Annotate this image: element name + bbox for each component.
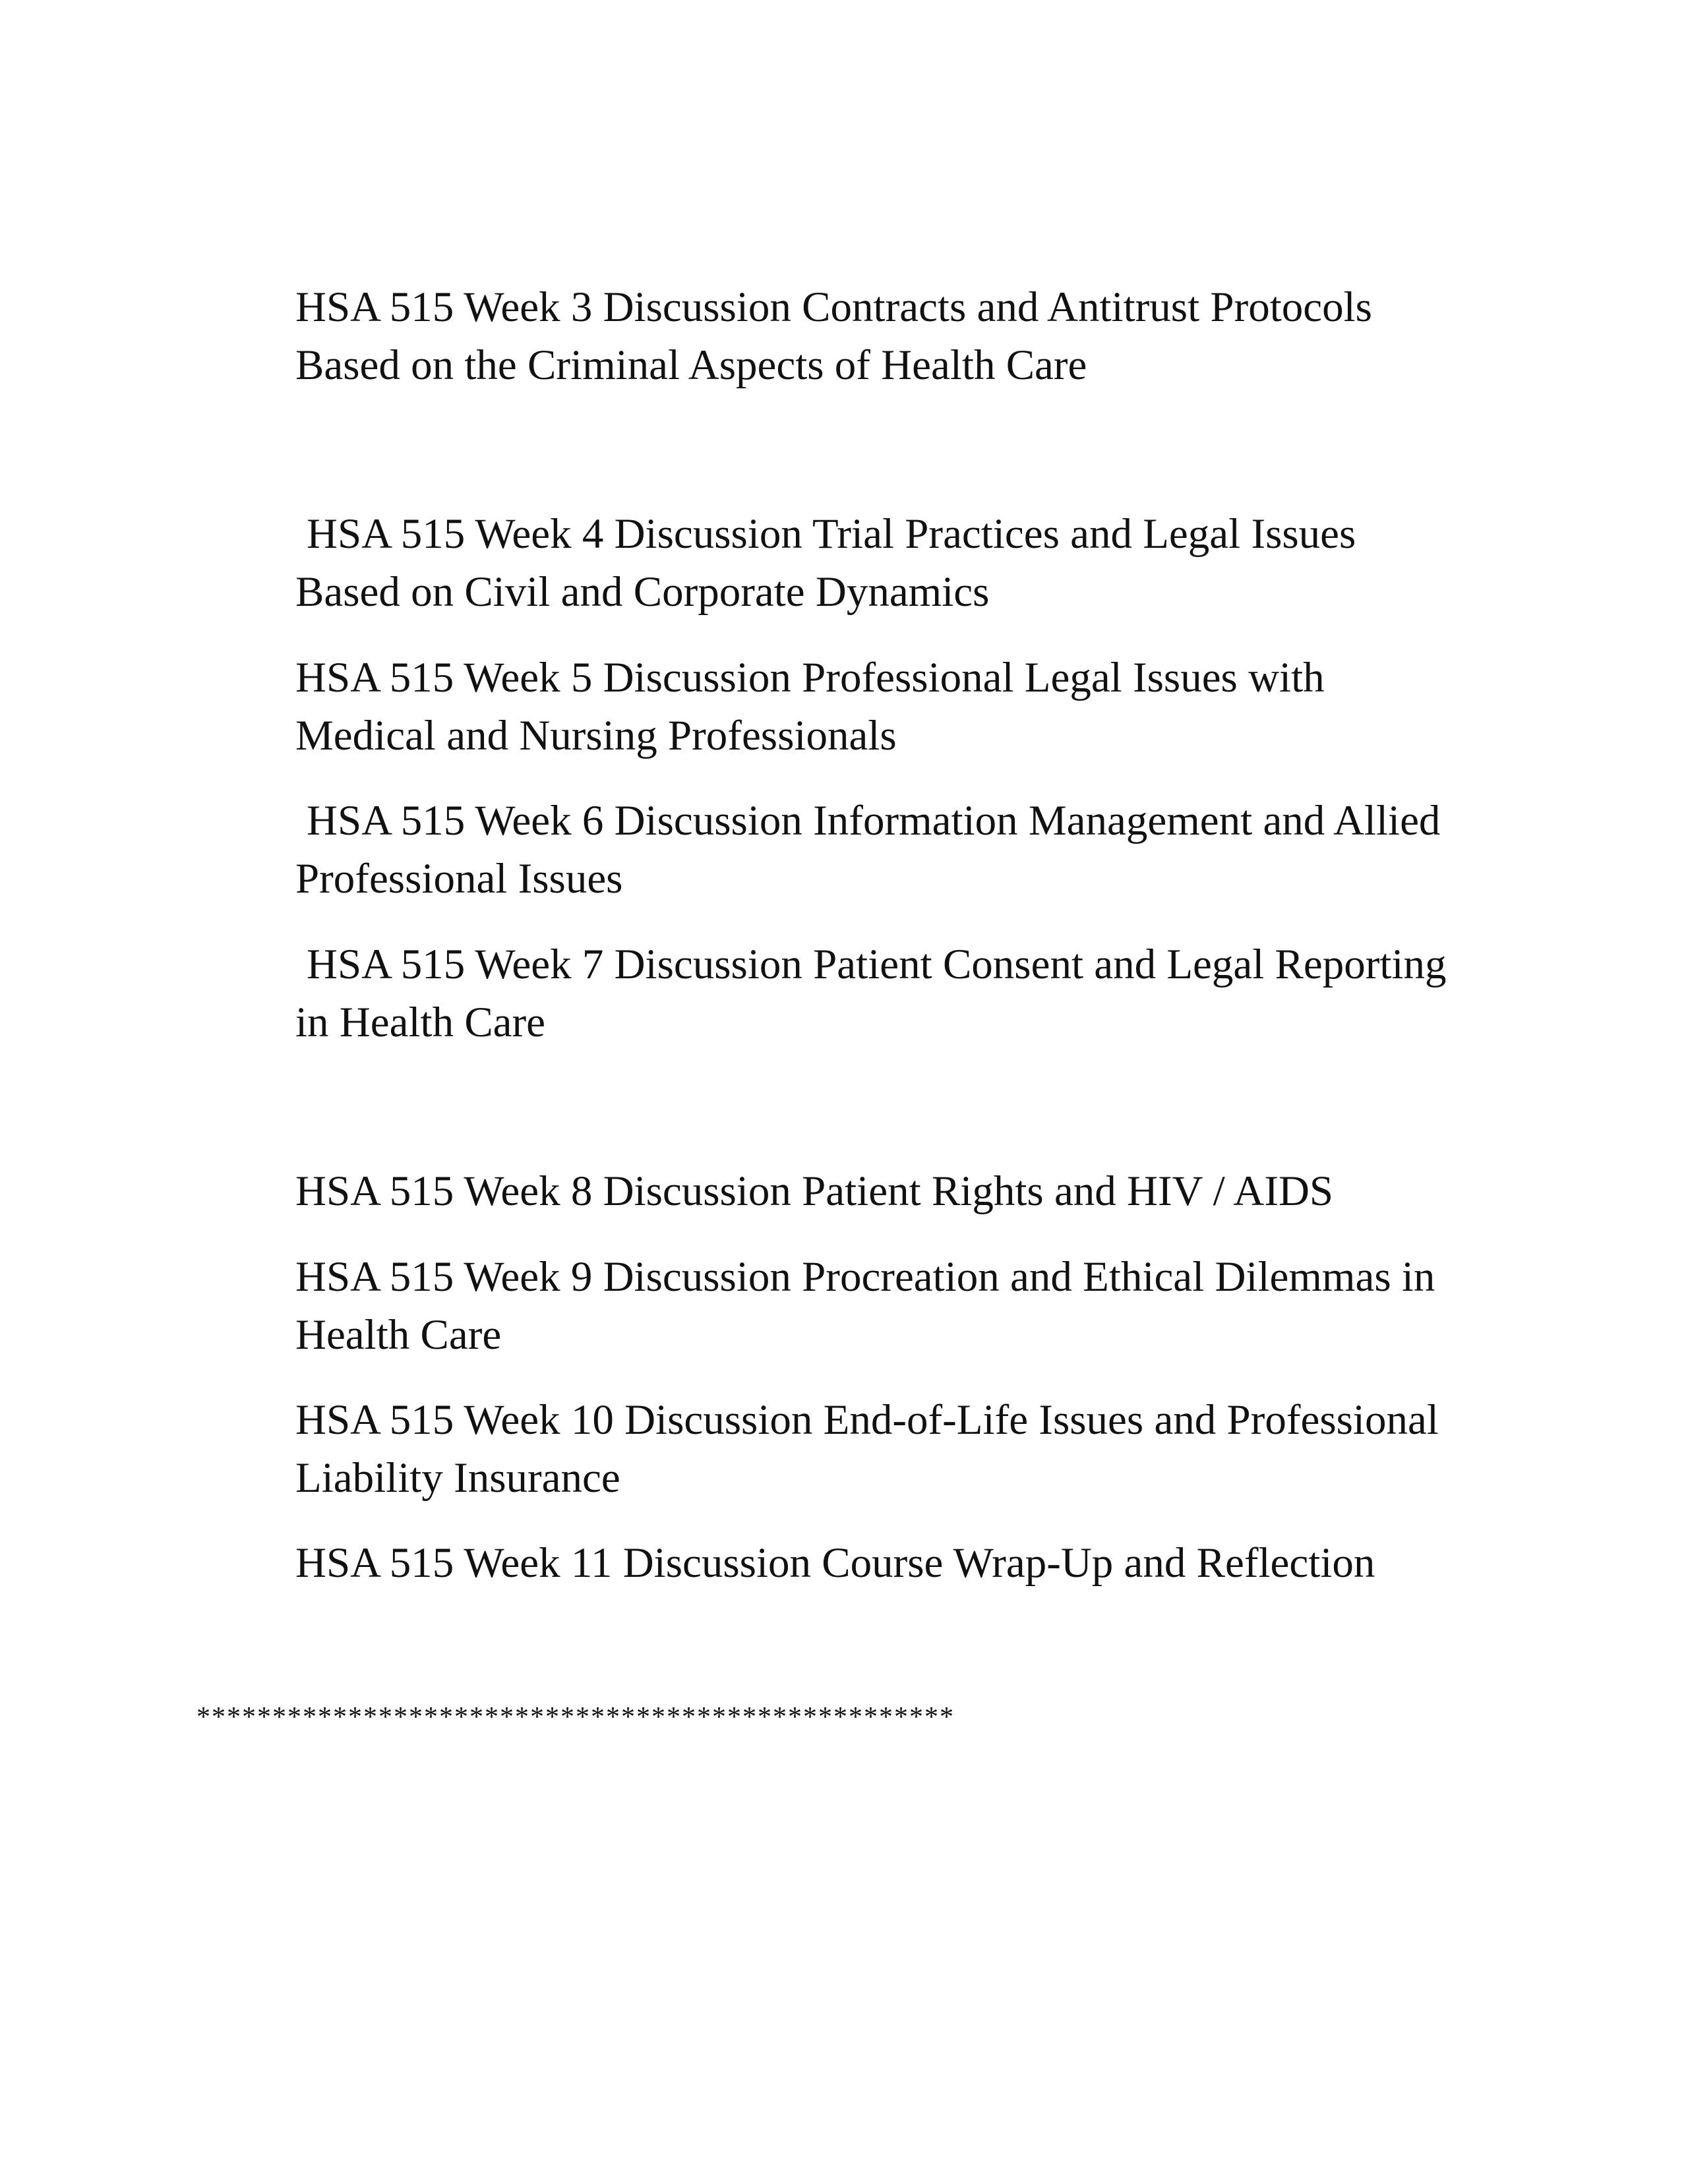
entry-week-5 — [295, 649, 1548, 765]
entry-week-3 — [295, 278, 1548, 394]
entry-week-6-line-2: Professional Issues — [295, 855, 623, 902]
entry-week-3-line-1: HSA 515 Week 3 Discussion Contracts and Antitrust Protocols — [295, 283, 1372, 331]
entry-week-10 — [295, 1391, 1548, 1507]
entry-week-6 — [295, 792, 1559, 908]
asterisk-separator: ************************************************** — [196, 1702, 955, 1732]
entry-week-7 — [295, 935, 1559, 1051]
entry-week-11-line-1: HSA 515 Week 11 Discussion Course Wrap-Up and Reflection — [295, 1539, 1375, 1587]
entry-week-9-line-1: HSA 515 Week 9 Discussion Procreation and Ethical Dilemmas in — [295, 1253, 1435, 1301]
entry-week-7-line-2: in Health Care — [295, 999, 546, 1046]
entry-week-9 — [295, 1248, 1548, 1364]
entry-week-5-line-2: Medical and Nursing Professionals — [295, 712, 897, 759]
entry-week-4 — [295, 505, 1559, 621]
entry-week-5-line-1: HSA 515 Week 5 Discussion Professional Legal Issues with — [295, 654, 1325, 701]
entry-week-10-line-1: HSA 515 Week 10 Discussion End-of-Life Issues and Professional — [295, 1396, 1439, 1444]
entry-week-4-line-2: Based on Civil and Corporate Dynamics — [295, 568, 990, 616]
entry-week-3-line-2: Based on the Criminal Aspects of Health Care — [295, 341, 1087, 389]
entry-week-6-line-1: HSA 515 Week 6 Discussion Information Management and Allied — [307, 797, 1441, 844]
entry-week-11 — [295, 1534, 1548, 1592]
entry-week-9-line-2: Health Care — [295, 1311, 502, 1359]
entry-week-8-line-1: HSA 515 Week 8 Discussion Patient Rights and HIV / AIDS — [295, 1167, 1334, 1215]
entry-week-7-line-1: HSA 515 Week 7 Discussion Patient Consent and Legal Reporting — [307, 941, 1447, 988]
entry-week-4-line-1: HSA 515 Week 4 Discussion Trial Practices and Legal Issues — [307, 510, 1356, 558]
entry-week-8 — [295, 1162, 1548, 1220]
entry-week-10-line-2: Liability Insurance — [295, 1454, 620, 1502]
